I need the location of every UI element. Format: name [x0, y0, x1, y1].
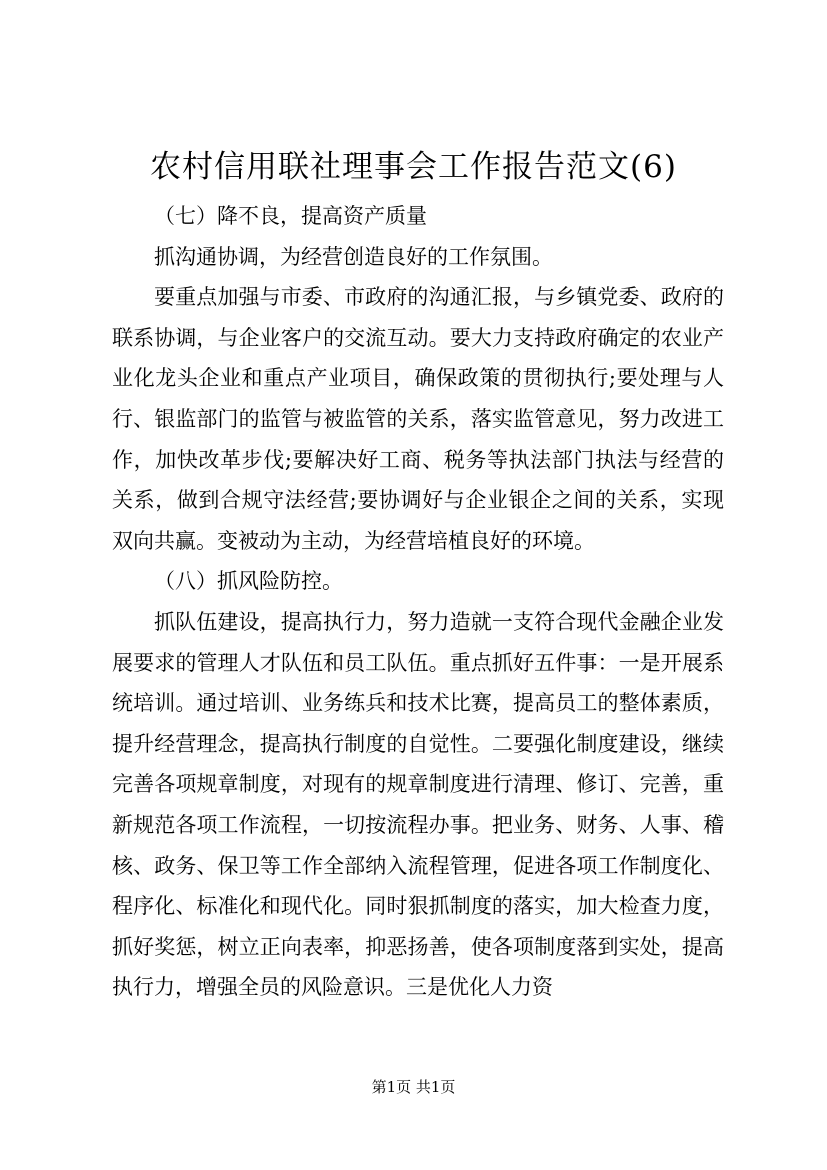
- document-body: [112, 196, 724, 1008]
- section-heading-7: （七）降不良，提高资产质量: [154, 204, 427, 228]
- body-paragraph: 要重点加强与市委、市政府的沟通汇报，与乡镇党委、政府的联系协调，与企业客户的交流互动。要大力支持政府确定的农业产业化龙头企业和重点产业项目，确保政策的贯彻执行;要处理与人行、银监部门的监管与被监管的关系，落实监管意见，努力改进工作，加快改革步伐;要解决好工商、税务等执法部门执法与经营的关系，做到合规守法经营;要协调好与企业银企之间的关系，实现双向共赢。变被动为主动，为经营培植良好的环境。: [112, 285, 724, 553]
- page-footer: 第1页 共1页: [371, 1078, 456, 1096]
- document-title: 农村信用联社理事会工作报告范文(6): [150, 149, 677, 185]
- section-heading-8: （八）抓风险防控。: [154, 569, 343, 594]
- body-paragraph: 抓队伍建设，提高执行力，努力造就一支符合现代金融企业发展要求的管理人才队伍和员工队伍。重点抓好五件事：一是开展系统培训。通过培训、业务练兵和技术比赛，提高员工的整体素质，提升经营理念，提高执行制度的自觉性。二要强化制度建设，继续完善各项规章制度，对现有的规章制度进行清理、修订、完善，重新规范各项工作流程，一切按流程办事。把业务、财务、人事、稽核、政务、保卫等工作全部纳入流程管理，促进各项工作制度化、程序化、标准化和现代化。同时狠抓制度的落实，加大检查力度，抓好奖惩，树立正向表率，抑恶扬善，使各项制度落到实处，提高执行力，增强全员的风险意识。三是优化人力资: [112, 609, 724, 1000]
- body-paragraph: 抓沟通协调，为经营创造良好的工作氛围。: [154, 244, 553, 269]
